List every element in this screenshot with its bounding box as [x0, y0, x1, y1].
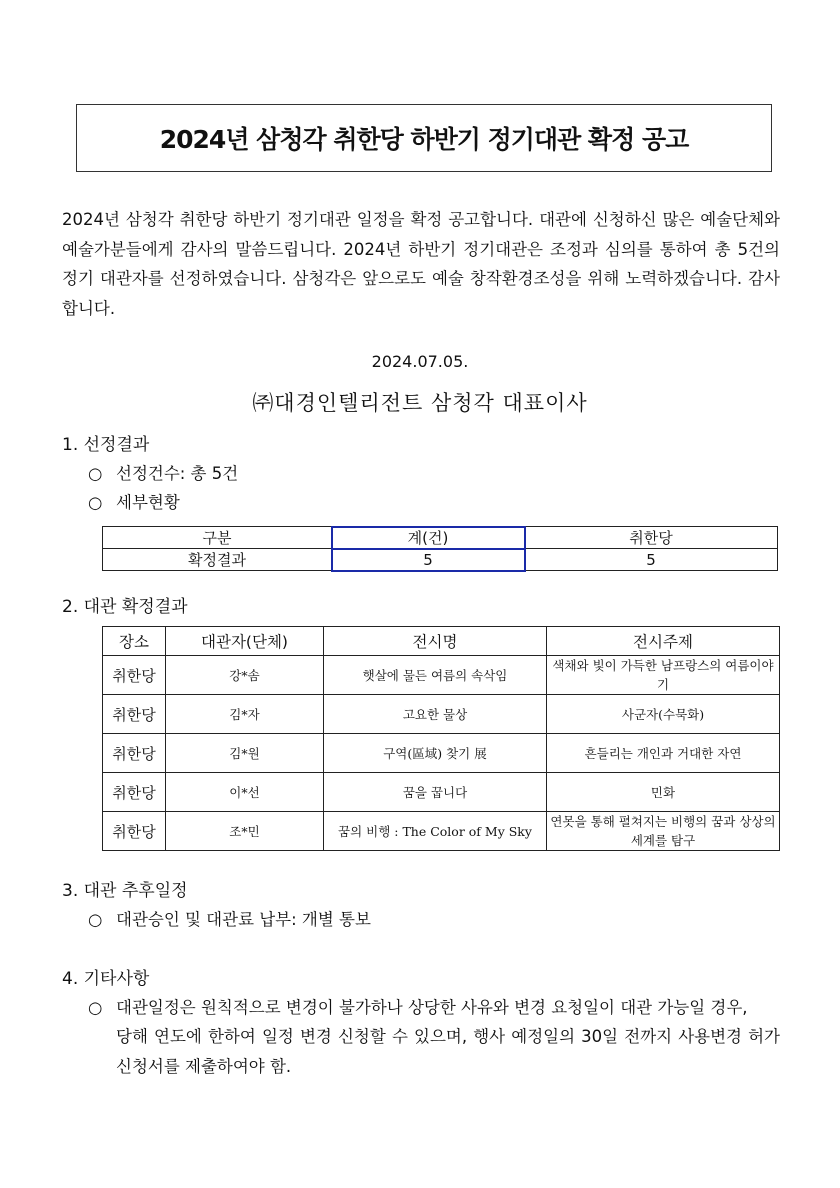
table-header-cell: 구분 — [103, 527, 332, 549]
table-cell: 햇살에 물든 여름의 속삭임 — [324, 656, 547, 695]
bullet-text: 대관일정은 원칙적으로 변경이 불가하나 상당한 사유와 변경 요청일이 대관 가능일 경우, — [116, 998, 748, 1017]
table-cell: 확정결과 — [103, 549, 332, 571]
bullet-circle-icon: ○ — [88, 910, 103, 929]
summary-table — [102, 526, 778, 571]
bullet-circle-icon: ○ — [88, 493, 103, 512]
section-3-heading: 3. 대관 추후일정 — [62, 881, 188, 901]
table-header-cell: 취한당 — [525, 527, 778, 549]
table-cell: 취한당 — [103, 734, 166, 773]
results-table — [102, 626, 780, 851]
section-4-heading: 4. 기타사항 — [62, 969, 150, 989]
table-cell: 구역(區域) 찾기 展 — [324, 734, 547, 773]
table-cell: 사군자(수묵화) — [547, 695, 780, 734]
table-cell: 취한당 — [103, 656, 166, 695]
table-row — [103, 773, 780, 812]
bullet-item — [88, 994, 780, 1018]
table-cell: 조*민 — [166, 812, 324, 851]
bullet-item — [88, 460, 238, 484]
table-cell: 김*원 — [166, 734, 324, 773]
table-cell: 취한당 — [103, 812, 166, 851]
table-cell: 색채와 빛이 가득한 남프랑스의 여름이야기 — [547, 656, 780, 695]
intro-paragraph: 2024년 삼청각 취한당 하반기 정기대관 일정을 확정 공고합니다. 대관에 신청하신 많은 예술단체와 예술가분들에게 감사의 말씀드립니다. 2024년 하반기 정기대관은 조정과 심의를 통하여 총 5건의 정기 대관자를 선정하였습니다. 삼청각은 앞으로도 예술 창작환경조성을 위해 노력하겠습니다. 감사합니다. — [62, 210, 780, 318]
bullet-circle-icon: ○ — [88, 998, 103, 1017]
table-header-cell: 전시명 — [324, 627, 547, 656]
table-cell: 연못을 통해 펼쳐지는 비행의 꿈과 상상의 세계를 탐구 — [547, 812, 780, 851]
bullet-item — [88, 906, 371, 930]
table-cell: 이*선 — [166, 773, 324, 812]
title-box — [76, 104, 772, 172]
bullet-text: 대관승인 및 대관료 납부: 개별 통보 — [116, 910, 371, 929]
table-row — [103, 812, 780, 851]
table-header-cell: 대관자(단체) — [166, 627, 324, 656]
section-2-heading: 2. 대관 확정결과 — [62, 597, 188, 617]
bullet-text-continued: 당해 연도에 한하여 일정 변경 신청할 수 있으며, 행사 예정일의 30일 전까지 사용변경 허가 신청서를 제출하여야 함. — [116, 1027, 780, 1076]
bullet-text: 세부현황 — [116, 493, 180, 512]
table-cell: 꿈의 비행 : The Color of My Sky — [324, 812, 547, 851]
table-cell: 꿈을 꿉니다 — [324, 773, 547, 812]
table-header-cell: 장소 — [103, 627, 166, 656]
announcement-date: 2024.07.05. — [371, 352, 469, 371]
table-cell: 고요한 물상 — [324, 695, 547, 734]
table-header-row — [103, 527, 778, 549]
bullet-circle-icon: ○ — [88, 464, 103, 483]
table-row — [103, 656, 780, 695]
table-cell: 5 — [332, 549, 525, 571]
table-cell: 5 — [525, 549, 778, 571]
section-1-heading: 1. 선정결과 — [62, 435, 150, 455]
page-title: 2024년 삼청각 취한당 하반기 정기대관 확정 공고 — [159, 125, 689, 154]
table-row — [103, 695, 780, 734]
table-cell: 취한당 — [103, 773, 166, 812]
table-row — [103, 734, 780, 773]
table-header-row — [103, 627, 780, 656]
bullet-item — [88, 489, 180, 513]
bullet-text: 선정건수: 총 5건 — [116, 464, 239, 483]
table-cell: 취한당 — [103, 695, 166, 734]
table-header-cell: 전시주제 — [547, 627, 780, 656]
table-cell: 흔들리는 개인과 거대한 자연 — [547, 734, 780, 773]
table-cell: 김*자 — [166, 695, 324, 734]
company-signature: ㈜대경인텔리전트 삼청각 대표이사 — [252, 391, 588, 415]
table-cell: 강*솜 — [166, 656, 324, 695]
table-cell: 민화 — [547, 773, 780, 812]
table-header-cell: 계(건) — [332, 527, 525, 549]
table-row — [103, 549, 778, 571]
